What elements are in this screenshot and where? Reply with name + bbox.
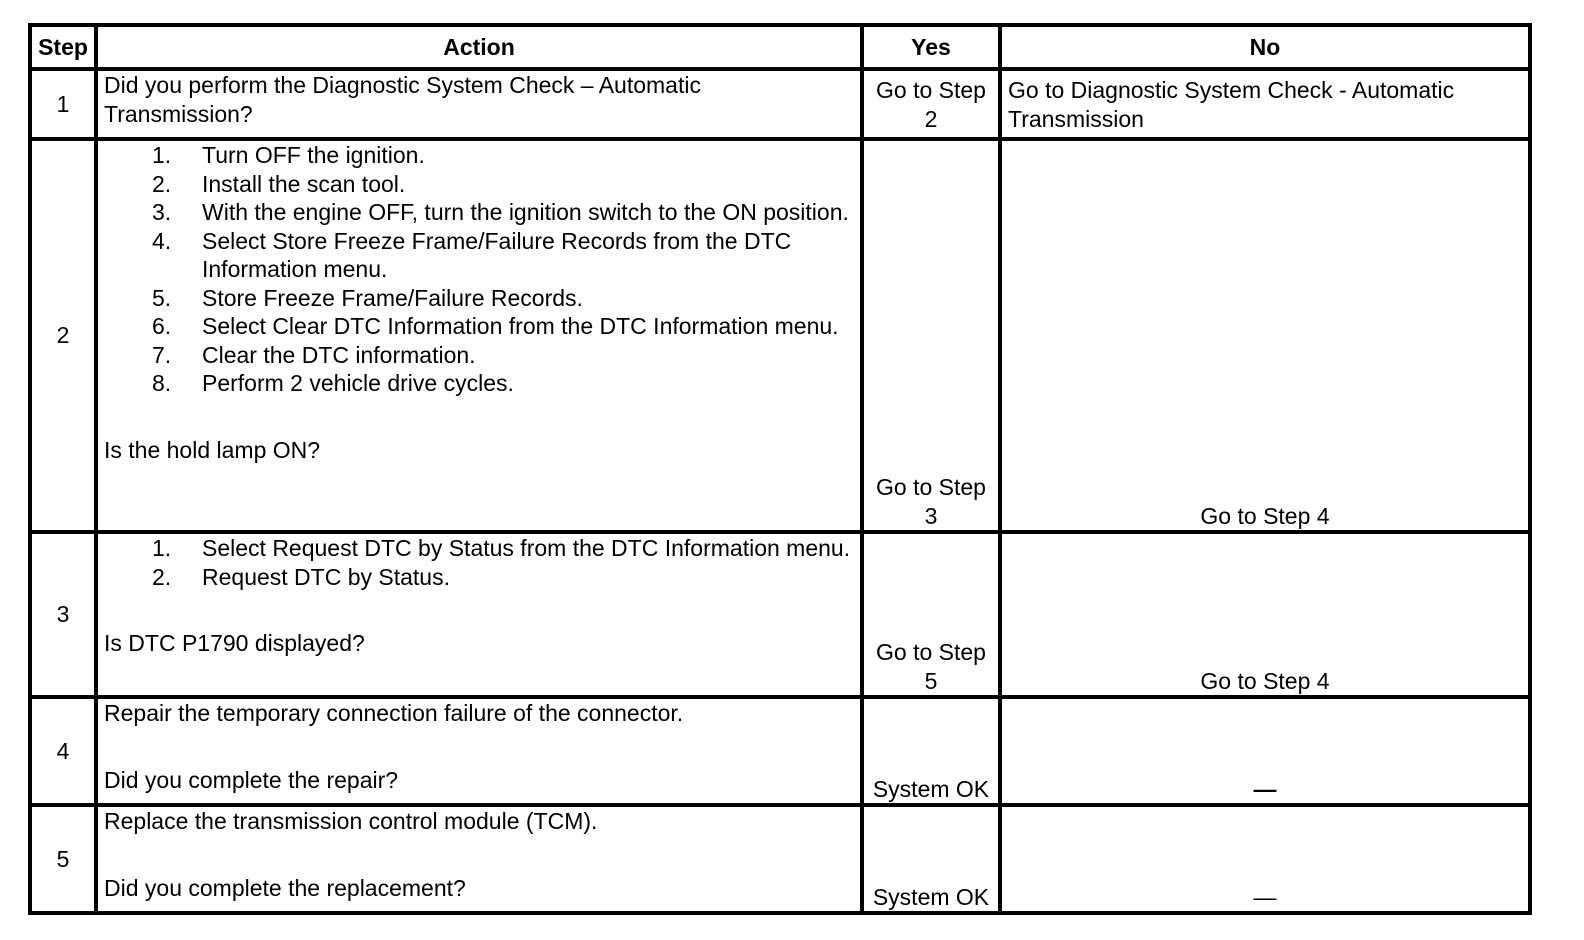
em-dash: — <box>1253 775 1277 802</box>
step-number: 5 <box>30 805 96 913</box>
list-item <box>104 170 854 199</box>
list-item <box>104 198 854 227</box>
question-text: Is DTC P1790 displayed? <box>104 630 365 656</box>
substep-text: Install the scan tool. <box>202 170 406 197</box>
no-result: Go to Step 4 <box>1000 139 1530 532</box>
substep-number: 6. <box>152 313 172 339</box>
table-row <box>30 697 1530 805</box>
substep-text: Turn OFF the ignition. <box>202 142 425 168</box>
table-row <box>30 532 1530 697</box>
substep-list <box>104 141 854 398</box>
step-number: 2 <box>30 139 96 532</box>
substep-text: Perform 2 vehicle drive cycles. <box>202 370 514 396</box>
substep-text: Select Store Freeze Frame/Failure Records from the DTC Information menu. <box>202 227 792 282</box>
list-item <box>104 369 854 398</box>
no-result: Go to Step 4 <box>1000 532 1530 697</box>
header-no: No <box>1000 25 1530 69</box>
header-row <box>30 25 1530 69</box>
substep-number: 8. <box>152 370 172 396</box>
substep-number: 7. <box>152 341 172 368</box>
list-item <box>104 141 854 170</box>
substep-number: 2. <box>152 170 172 197</box>
yes-result: System OK <box>862 697 1000 805</box>
yes-result: Go to Step 2 <box>862 69 1000 139</box>
list-item <box>104 312 854 341</box>
list-item <box>104 563 854 592</box>
table-row <box>30 69 1530 139</box>
substep-number: 5. <box>152 284 172 311</box>
list-item <box>104 341 854 370</box>
action-cell <box>96 805 862 913</box>
diagnostic-table <box>28 23 1532 915</box>
header-action: Action <box>96 25 862 69</box>
step-number: 4 <box>30 697 96 805</box>
question-text: Is the hold lamp ON? <box>104 436 321 463</box>
step-number: 3 <box>30 532 96 697</box>
substep-text: Clear the DTC information. <box>202 341 476 368</box>
table-row <box>30 805 1530 913</box>
no-result: Go to Diagnostic System Check - Automatic Transmission <box>1000 69 1530 139</box>
list-item <box>104 284 854 313</box>
yes-result: Go to Step 3 <box>862 139 1000 532</box>
substep-text: Store Freeze Frame/Failure Records. <box>202 284 583 311</box>
substep-text: Select Request DTC by Status from the DTC Information menu. <box>202 535 851 561</box>
header-yes: Yes <box>862 25 1000 69</box>
action-text: Replace the transmission control module (TCM). <box>104 808 598 834</box>
em-dash: — <box>1253 883 1277 910</box>
step-number: 1 <box>30 69 96 139</box>
list-item <box>104 227 854 284</box>
action-cell <box>96 139 862 532</box>
action-cell <box>96 532 862 697</box>
substep-number: 2. <box>152 563 172 590</box>
substep-list <box>104 534 854 591</box>
question-text: Did you complete the repair? <box>104 766 399 793</box>
table-row <box>30 139 1530 532</box>
no-result <box>1000 805 1530 913</box>
substep-number: 4. <box>152 227 172 254</box>
yes-result: System OK <box>862 805 1000 913</box>
yes-result: Go to Step 5 <box>862 532 1000 697</box>
substep-text: Request DTC by Status. <box>202 563 450 590</box>
list-item <box>104 534 854 563</box>
substep-number: 3. <box>152 199 172 225</box>
substep-text: With the engine OFF, turn the ignition switch to the ON position. <box>202 199 849 225</box>
action-text: Did you perform the Diagnostic System Check – Automatic Transmission? <box>96 69 862 139</box>
substep-text: Select Clear DTC Information from the DTC Information menu. <box>202 313 839 339</box>
header-step: Step <box>30 25 96 69</box>
question-text: Did you complete the replacement? <box>104 874 466 901</box>
substep-number: 1. <box>152 535 172 561</box>
action-text: Repair the temporary connection failure of the connector. <box>104 700 684 726</box>
action-cell <box>96 697 862 805</box>
no-result <box>1000 697 1530 805</box>
substep-number: 1. <box>152 142 172 168</box>
